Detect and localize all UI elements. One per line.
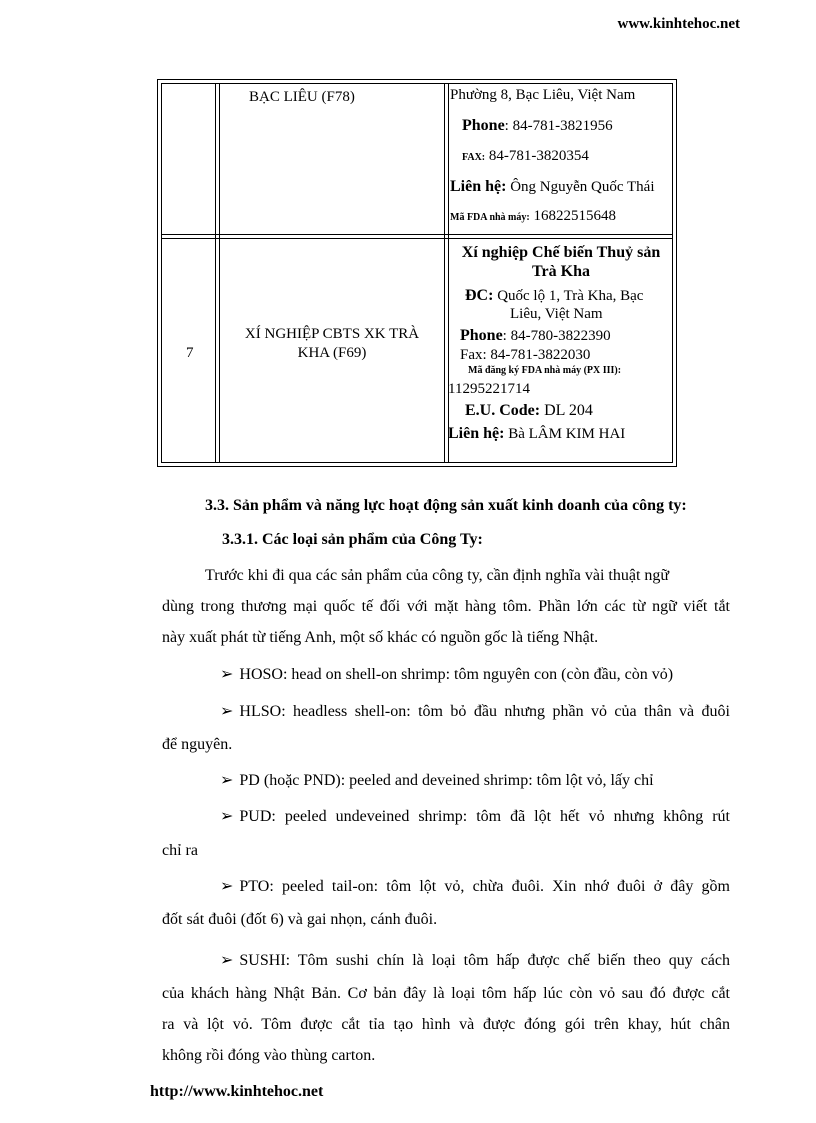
phone-label: Phone	[462, 117, 505, 134]
address-label: ĐC:	[465, 287, 494, 304]
arrow-bullet-icon: ➢	[220, 952, 234, 969]
list-item	[220, 945, 730, 976]
address	[465, 286, 643, 306]
fda-code	[450, 207, 616, 227]
contact-value: Bà LÂM KIM HAI	[504, 426, 626, 442]
list-item-text: SUSHI: Tôm sushi chín là loại tôm hấp được chế biến theo quy cách	[239, 952, 730, 969]
intro-line: Trước khi đi qua các sản phẩm của công ty, cần định nghĩa vài thuật ngữ	[205, 567, 670, 584]
arrow-bullet-icon: ➢	[220, 666, 234, 683]
phone-value: : 84-781-3821956	[504, 118, 613, 134]
contact-label: Liên hệ:	[448, 425, 505, 442]
company-name	[220, 325, 444, 363]
list-item	[220, 696, 730, 727]
list-item	[220, 659, 730, 690]
contact	[448, 424, 625, 444]
fax: Fax: 84-781-3822030	[460, 347, 591, 363]
eu-code	[465, 401, 593, 421]
eu-value: DL 204	[540, 402, 593, 419]
list-item-continuation: ra và lột vỏ. Tôm được cắt tỉa tạo hình và được đóng gói trên khay, hút chân	[162, 1016, 730, 1033]
company-name-line: KHA (F69)	[297, 345, 367, 361]
factory-name-line: Xí nghiệp Chế biến Thuỷ sản	[461, 244, 661, 261]
subsection-heading: 3.3.1. Các loại sản phẩm của Công Ty:	[222, 531, 483, 548]
fda-value: 11295221714	[448, 381, 530, 397]
arrow-bullet-icon: ➢	[220, 808, 234, 825]
company-name: BẠC LIÊU (F78)	[249, 89, 355, 105]
row-divider	[161, 238, 673, 239]
list-item-continuation: để nguyên.	[162, 736, 233, 753]
address-line: Liêu, Việt Nam	[510, 306, 603, 322]
footer-url: http://www.kinhtehoc.net	[150, 1083, 324, 1100]
arrow-bullet-icon: ➢	[220, 772, 234, 789]
list-item	[220, 801, 730, 832]
col-divider	[219, 83, 220, 463]
contact	[450, 177, 654, 197]
arrow-bullet-icon: ➢	[220, 878, 234, 895]
factory-name	[449, 243, 673, 281]
list-item-continuation: đốt sát đuôi (đốt 6) và gai nhọn, cánh đuôi.	[162, 911, 438, 928]
factory-name-line: Trà Kha	[532, 263, 590, 280]
list-item-text: PD (hoặc PND): peeled and deveined shrimp: tôm lột vỏ, lấy chỉ	[239, 772, 654, 789]
phone	[462, 116, 613, 136]
fax-value: 84-781-3820354	[485, 148, 589, 164]
col-divider	[215, 83, 216, 463]
eu-label: E.U. Code:	[465, 402, 541, 419]
fax	[462, 147, 589, 167]
intro-line: này xuất phát từ tiếng Anh, một số khác có nguồn gốc là tiếng Nhật.	[162, 629, 599, 646]
contact-value: Ông Nguyễn Quốc Thái	[506, 179, 655, 195]
company-name-line: XÍ NGHIỆP CBTS XK TRÀ	[244, 326, 420, 342]
header-url: www.kinhtehoc.net	[617, 16, 740, 32]
phone	[460, 326, 611, 346]
list-item-continuation: không rồi đóng vào thùng carton.	[162, 1047, 376, 1064]
address: Phường 8, Bạc Liêu, Việt Nam	[450, 87, 636, 103]
list-item-text: PUD: peeled undeveined shrimp: tôm đã lột hết vỏ nhưng không rút	[239, 808, 730, 825]
row-divider	[161, 234, 673, 235]
fda-label: Mã FDA nhà máy:	[450, 212, 530, 223]
col-divider	[444, 83, 445, 463]
section-heading: 3.3. Sản phẩm và năng lực hoạt động sản xuất kinh doanh của công ty:	[205, 497, 687, 514]
address-line: Quốc lộ 1, Trà Kha, Bạc	[493, 288, 644, 304]
fda-label: Mã đăng ký FDA nhà máy (PX III):	[468, 365, 622, 376]
list-item-continuation: chỉ ra	[162, 842, 198, 859]
list-item	[220, 871, 730, 902]
intro-line: dùng trong thương mại quốc tế đối với mặt hàng tôm. Phần lớn các từ ngữ viết tắt	[162, 598, 730, 615]
fda-value: 16822515648	[529, 208, 616, 224]
list-item	[220, 765, 730, 796]
list-item-text: HLSO: headless shell-on: tôm bỏ đầu nhưng phần vỏ của thân và đuôi	[239, 703, 730, 720]
phone-value: : 84-780-3822390	[502, 328, 611, 344]
contact-label: Liên hệ:	[450, 178, 507, 195]
row-number: 7	[186, 345, 194, 361]
list-item-continuation: của khách hàng Nhật Bản. Cơ bản đây là loại tôm hấp lúc còn vỏ sau đó được cắt	[162, 985, 730, 1002]
list-item-text: HOSO: head on shell-on shrimp: tôm nguyên con (còn đầu, còn vỏ)	[239, 666, 674, 683]
phone-label: Phone	[460, 327, 503, 344]
list-item-text: PTO: peeled tail-on: tôm lột vỏ, chừa đuôi. Xin nhớ đuôi ở đây gồm	[239, 878, 730, 895]
fax-label: FAX:	[462, 152, 486, 163]
arrow-bullet-icon: ➢	[220, 703, 234, 720]
